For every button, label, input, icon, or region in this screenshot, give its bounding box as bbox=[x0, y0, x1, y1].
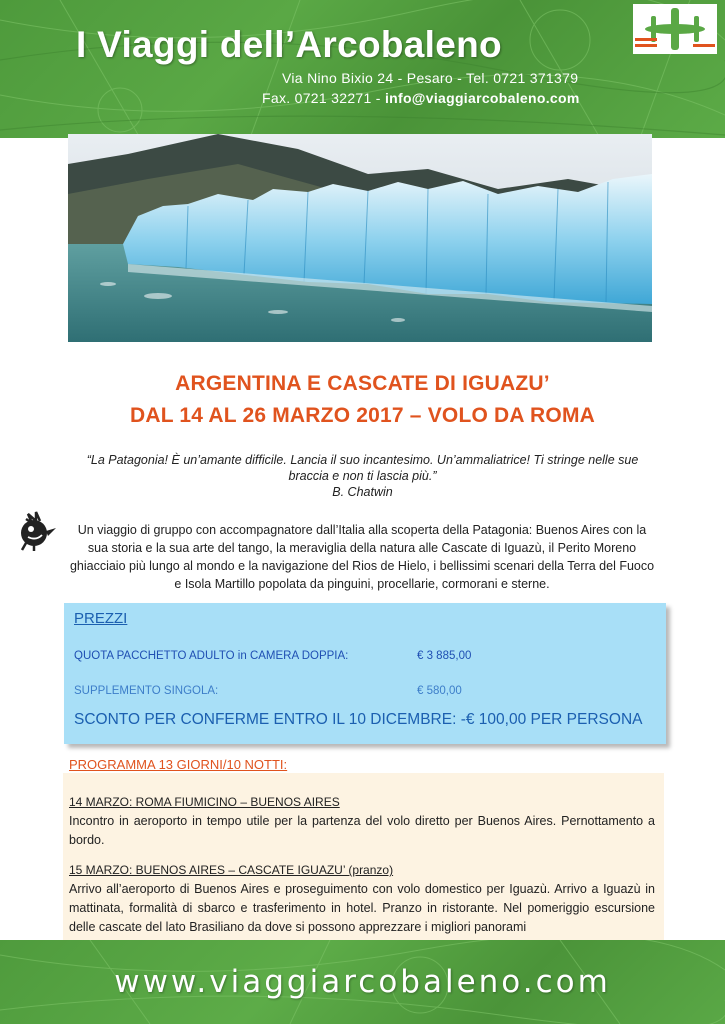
website-link[interactable]: www.viaggiarcobaleno.com bbox=[114, 964, 611, 1000]
trip-title: ARGENTINA E CASCATE DI IGUAZU’ bbox=[175, 372, 550, 395]
day-title: 14 MARZO: ROMA FIUMICINO – BUENOS AIRES bbox=[69, 795, 340, 809]
address-line: Via Nino Bixio 24 - Pesaro - Tel. 0721 371379 bbox=[282, 70, 579, 86]
quote bbox=[70, 452, 655, 500]
price-value: € 3 885,00 bbox=[417, 650, 472, 662]
programme-day bbox=[69, 793, 655, 850]
discount-text: SCONTO PER CONFERME ENTRO IL 10 DICEMBRE: -€ 100,00 PER PERSONA bbox=[74, 711, 643, 728]
programme-heading: PROGRAMMA 13 GIORNI/10 NOTTI: bbox=[69, 757, 288, 772]
programme-day bbox=[69, 861, 655, 937]
email-link[interactable]: info@viaggiarcobaleno.com bbox=[384, 90, 580, 106]
footer-banner bbox=[0, 940, 725, 1024]
fax-text: Fax. 0721 32271 - bbox=[262, 90, 385, 106]
brand-title: I Viaggi dell’Arcobaleno bbox=[76, 24, 502, 65]
price-row bbox=[74, 685, 462, 697]
quote-text: “La Patagonia! È un’amante difficile. Lancia il suo incantesimo. Un’ammaliatrice! Ti stringe nelle sue braccia e non ti lascia più.” bbox=[86, 453, 639, 483]
glacier-photo bbox=[68, 134, 652, 342]
day-text: Incontro in aeroporto in tempo utile per la partenza del volo diretto per Buenos Aires. Pernottamento a bordo. bbox=[69, 814, 655, 847]
day-text: Arrivo all’aeroporto di Buenos Aires e proseguimento con volo domestico per Iguazù. Arrivo a Iguazù in mattinata, formalità di sbarco e trasferimento in hotel. Pranzo in ristorante. Nel pomeriggio escursione delle cascate del lato Brasiliano da dove si possono apprezzare i migliori panorami bbox=[69, 882, 655, 934]
prices-box bbox=[64, 603, 666, 744]
day-title: 15 MARZO: BUENOS AIRES – CASCATE IGUAZU’ (pranzo) bbox=[69, 863, 394, 877]
intro-paragraph: Un viaggio di gruppo con accompagnatore dall’Italia alla scoperta della Patagonia: Buenos Aires con la sua storia e la sua arte del tango, la meraviglia della natura alle Cascate di Iguazù, il Perito Moreno ghiacciaio più lungo al mondo e la navigazione del Rios de Hielo, i bellissimi scenari della Terra del Fuoco e Isola Martillo popolata da pinguini, procellarie, cormorani e sterne. bbox=[69, 523, 655, 591]
contact-line bbox=[262, 90, 580, 106]
map-texture bbox=[0, 0, 725, 138]
header-banner bbox=[0, 0, 725, 138]
price-row bbox=[74, 650, 472, 662]
airplane-logo-icon bbox=[633, 4, 717, 54]
price-value: € 580,00 bbox=[417, 685, 462, 697]
quote-author: B. Chatwin bbox=[332, 485, 393, 499]
price-label: QUOTA PACCHETTO ADULTO in CAMERA DOPPIA: bbox=[74, 650, 349, 662]
prices-heading: PREZZI bbox=[74, 610, 128, 627]
programme-box bbox=[63, 773, 664, 948]
trip-dates: DAL 14 AL 26 MARZO 2017 – VOLO DA ROMA bbox=[129, 404, 596, 427]
bird-icon bbox=[18, 511, 56, 551]
price-label: SUPPLEMENTO SINGOLA: bbox=[74, 685, 219, 697]
